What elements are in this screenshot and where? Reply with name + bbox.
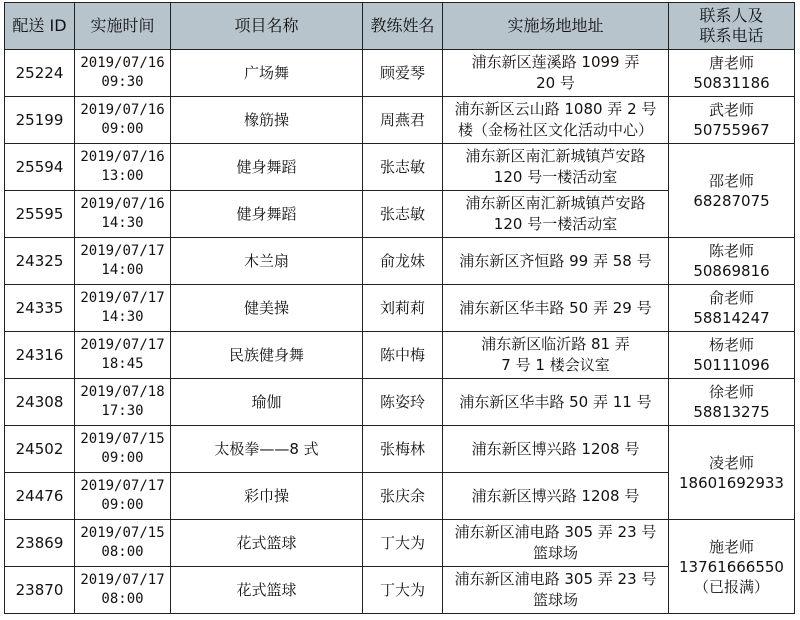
venue-address: 浦东新区博兴路 1208 号 bbox=[443, 473, 669, 520]
project-name: 瑜伽 bbox=[171, 379, 363, 426]
delivery-id: 23869 bbox=[5, 520, 75, 567]
coach-name: 陈中梅 bbox=[363, 332, 443, 379]
venue-address: 浦东新区浦电路 305 弄 23 号 篮球场 bbox=[443, 520, 669, 567]
schedule-time: 2019/07/16 09:00 bbox=[75, 97, 171, 144]
schedule-table bbox=[4, 2, 795, 614]
project-name: 彩巾操 bbox=[171, 473, 363, 520]
header-project: 项目名称 bbox=[171, 3, 363, 50]
venue-address: 浦东新区齐恒路 99 弄 58 号 bbox=[443, 238, 669, 285]
project-name: 民族健身舞 bbox=[171, 332, 363, 379]
delivery-id: 24502 bbox=[5, 426, 75, 473]
project-name: 花式篮球 bbox=[171, 567, 363, 614]
coach-name: 丁大为 bbox=[363, 520, 443, 567]
coach-name: 周燕君 bbox=[363, 97, 443, 144]
table-row bbox=[5, 379, 795, 426]
contact-cell: 凌老师 18601692933 bbox=[669, 426, 795, 520]
venue-address: 浦东新区浦电路 305 弄 23 号 篮球场 bbox=[443, 567, 669, 614]
table-row bbox=[5, 520, 795, 567]
schedule-time: 2019/07/16 14:30 bbox=[75, 191, 171, 238]
schedule-time: 2019/07/17 09:00 bbox=[75, 473, 171, 520]
table-row bbox=[5, 285, 795, 332]
contact-cell: 唐老师 50831186 bbox=[669, 50, 795, 97]
venue-address: 浦东新区华丰路 50 弄 11 号 bbox=[443, 379, 669, 426]
table-row bbox=[5, 144, 795, 191]
project-name: 太极拳——8 式 bbox=[171, 426, 363, 473]
venue-address: 浦东新区莲溪路 1099 弄 20 号 bbox=[443, 50, 669, 97]
project-name: 橡筋操 bbox=[171, 97, 363, 144]
delivery-id: 24476 bbox=[5, 473, 75, 520]
contact-cell: 武老师 50755967 bbox=[669, 97, 795, 144]
schedule-time: 2019/07/17 14:30 bbox=[75, 285, 171, 332]
venue-address: 浦东新区南汇新城镇芦安路 120 号一楼活动室 bbox=[443, 144, 669, 191]
table-row bbox=[5, 50, 795, 97]
contact-cell: 徐老师 58813275 bbox=[669, 379, 795, 426]
table-row bbox=[5, 426, 795, 473]
coach-name: 张志敏 bbox=[363, 144, 443, 191]
coach-name: 陈姿玲 bbox=[363, 379, 443, 426]
schedule-time: 2019/07/15 09:00 bbox=[75, 426, 171, 473]
schedule-time: 2019/07/18 17:30 bbox=[75, 379, 171, 426]
project-name: 广场舞 bbox=[171, 50, 363, 97]
project-name: 花式篮球 bbox=[171, 520, 363, 567]
delivery-id: 25224 bbox=[5, 50, 75, 97]
header-row bbox=[5, 3, 795, 50]
venue-address: 浦东新区南汇新城镇芦安路 120 号一楼活动室 bbox=[443, 191, 669, 238]
schedule-time: 2019/07/15 08:00 bbox=[75, 520, 171, 567]
coach-name: 丁大为 bbox=[363, 567, 443, 614]
contact-cell: 施老师 13761666550 （已报满） bbox=[669, 520, 795, 614]
contact-cell: 邵老师 68287075 bbox=[669, 144, 795, 238]
delivery-id: 24308 bbox=[5, 379, 75, 426]
project-name: 木兰扇 bbox=[171, 238, 363, 285]
schedule-time: 2019/07/16 13:00 bbox=[75, 144, 171, 191]
header-time: 实施时间 bbox=[75, 3, 171, 50]
venue-address: 浦东新区云山路 1080 弄 2 号 楼（金杨社区文化活动中心） bbox=[443, 97, 669, 144]
coach-name: 刘莉莉 bbox=[363, 285, 443, 332]
header-address: 实施场地地址 bbox=[443, 3, 669, 50]
coach-name: 张庆余 bbox=[363, 473, 443, 520]
schedule-time: 2019/07/17 08:00 bbox=[75, 567, 171, 614]
table-row bbox=[5, 238, 795, 285]
header-coach: 教练姓名 bbox=[363, 3, 443, 50]
contact-cell: 陈老师 50869816 bbox=[669, 238, 795, 285]
coach-name: 顾爱琴 bbox=[363, 50, 443, 97]
schedule-time: 2019/07/17 14:00 bbox=[75, 238, 171, 285]
header-contact: 联系人及 联系电话 bbox=[669, 3, 795, 50]
table-row bbox=[5, 332, 795, 379]
project-name: 健美操 bbox=[171, 285, 363, 332]
delivery-id: 24316 bbox=[5, 332, 75, 379]
schedule-time: 2019/07/16 09:30 bbox=[75, 50, 171, 97]
venue-address: 浦东新区华丰路 50 弄 29 号 bbox=[443, 285, 669, 332]
delivery-id: 25199 bbox=[5, 97, 75, 144]
schedule-time: 2019/07/17 18:45 bbox=[75, 332, 171, 379]
coach-name: 张梅林 bbox=[363, 426, 443, 473]
venue-address: 浦东新区博兴路 1208 号 bbox=[443, 426, 669, 473]
project-name: 健身舞蹈 bbox=[171, 144, 363, 191]
contact-cell: 俞老师 58814247 bbox=[669, 285, 795, 332]
delivery-id: 23870 bbox=[5, 567, 75, 614]
delivery-id: 24325 bbox=[5, 238, 75, 285]
project-name: 健身舞蹈 bbox=[171, 191, 363, 238]
delivery-id: 25594 bbox=[5, 144, 75, 191]
venue-address: 浦东新区临沂路 81 弄 7 号 1 楼会议室 bbox=[443, 332, 669, 379]
table-row bbox=[5, 97, 795, 144]
coach-name: 俞龙妹 bbox=[363, 238, 443, 285]
delivery-id: 24335 bbox=[5, 285, 75, 332]
coach-name: 张志敏 bbox=[363, 191, 443, 238]
header-id: 配送 ID bbox=[5, 3, 75, 50]
delivery-id: 25595 bbox=[5, 191, 75, 238]
contact-cell: 杨老师 50111096 bbox=[669, 332, 795, 379]
